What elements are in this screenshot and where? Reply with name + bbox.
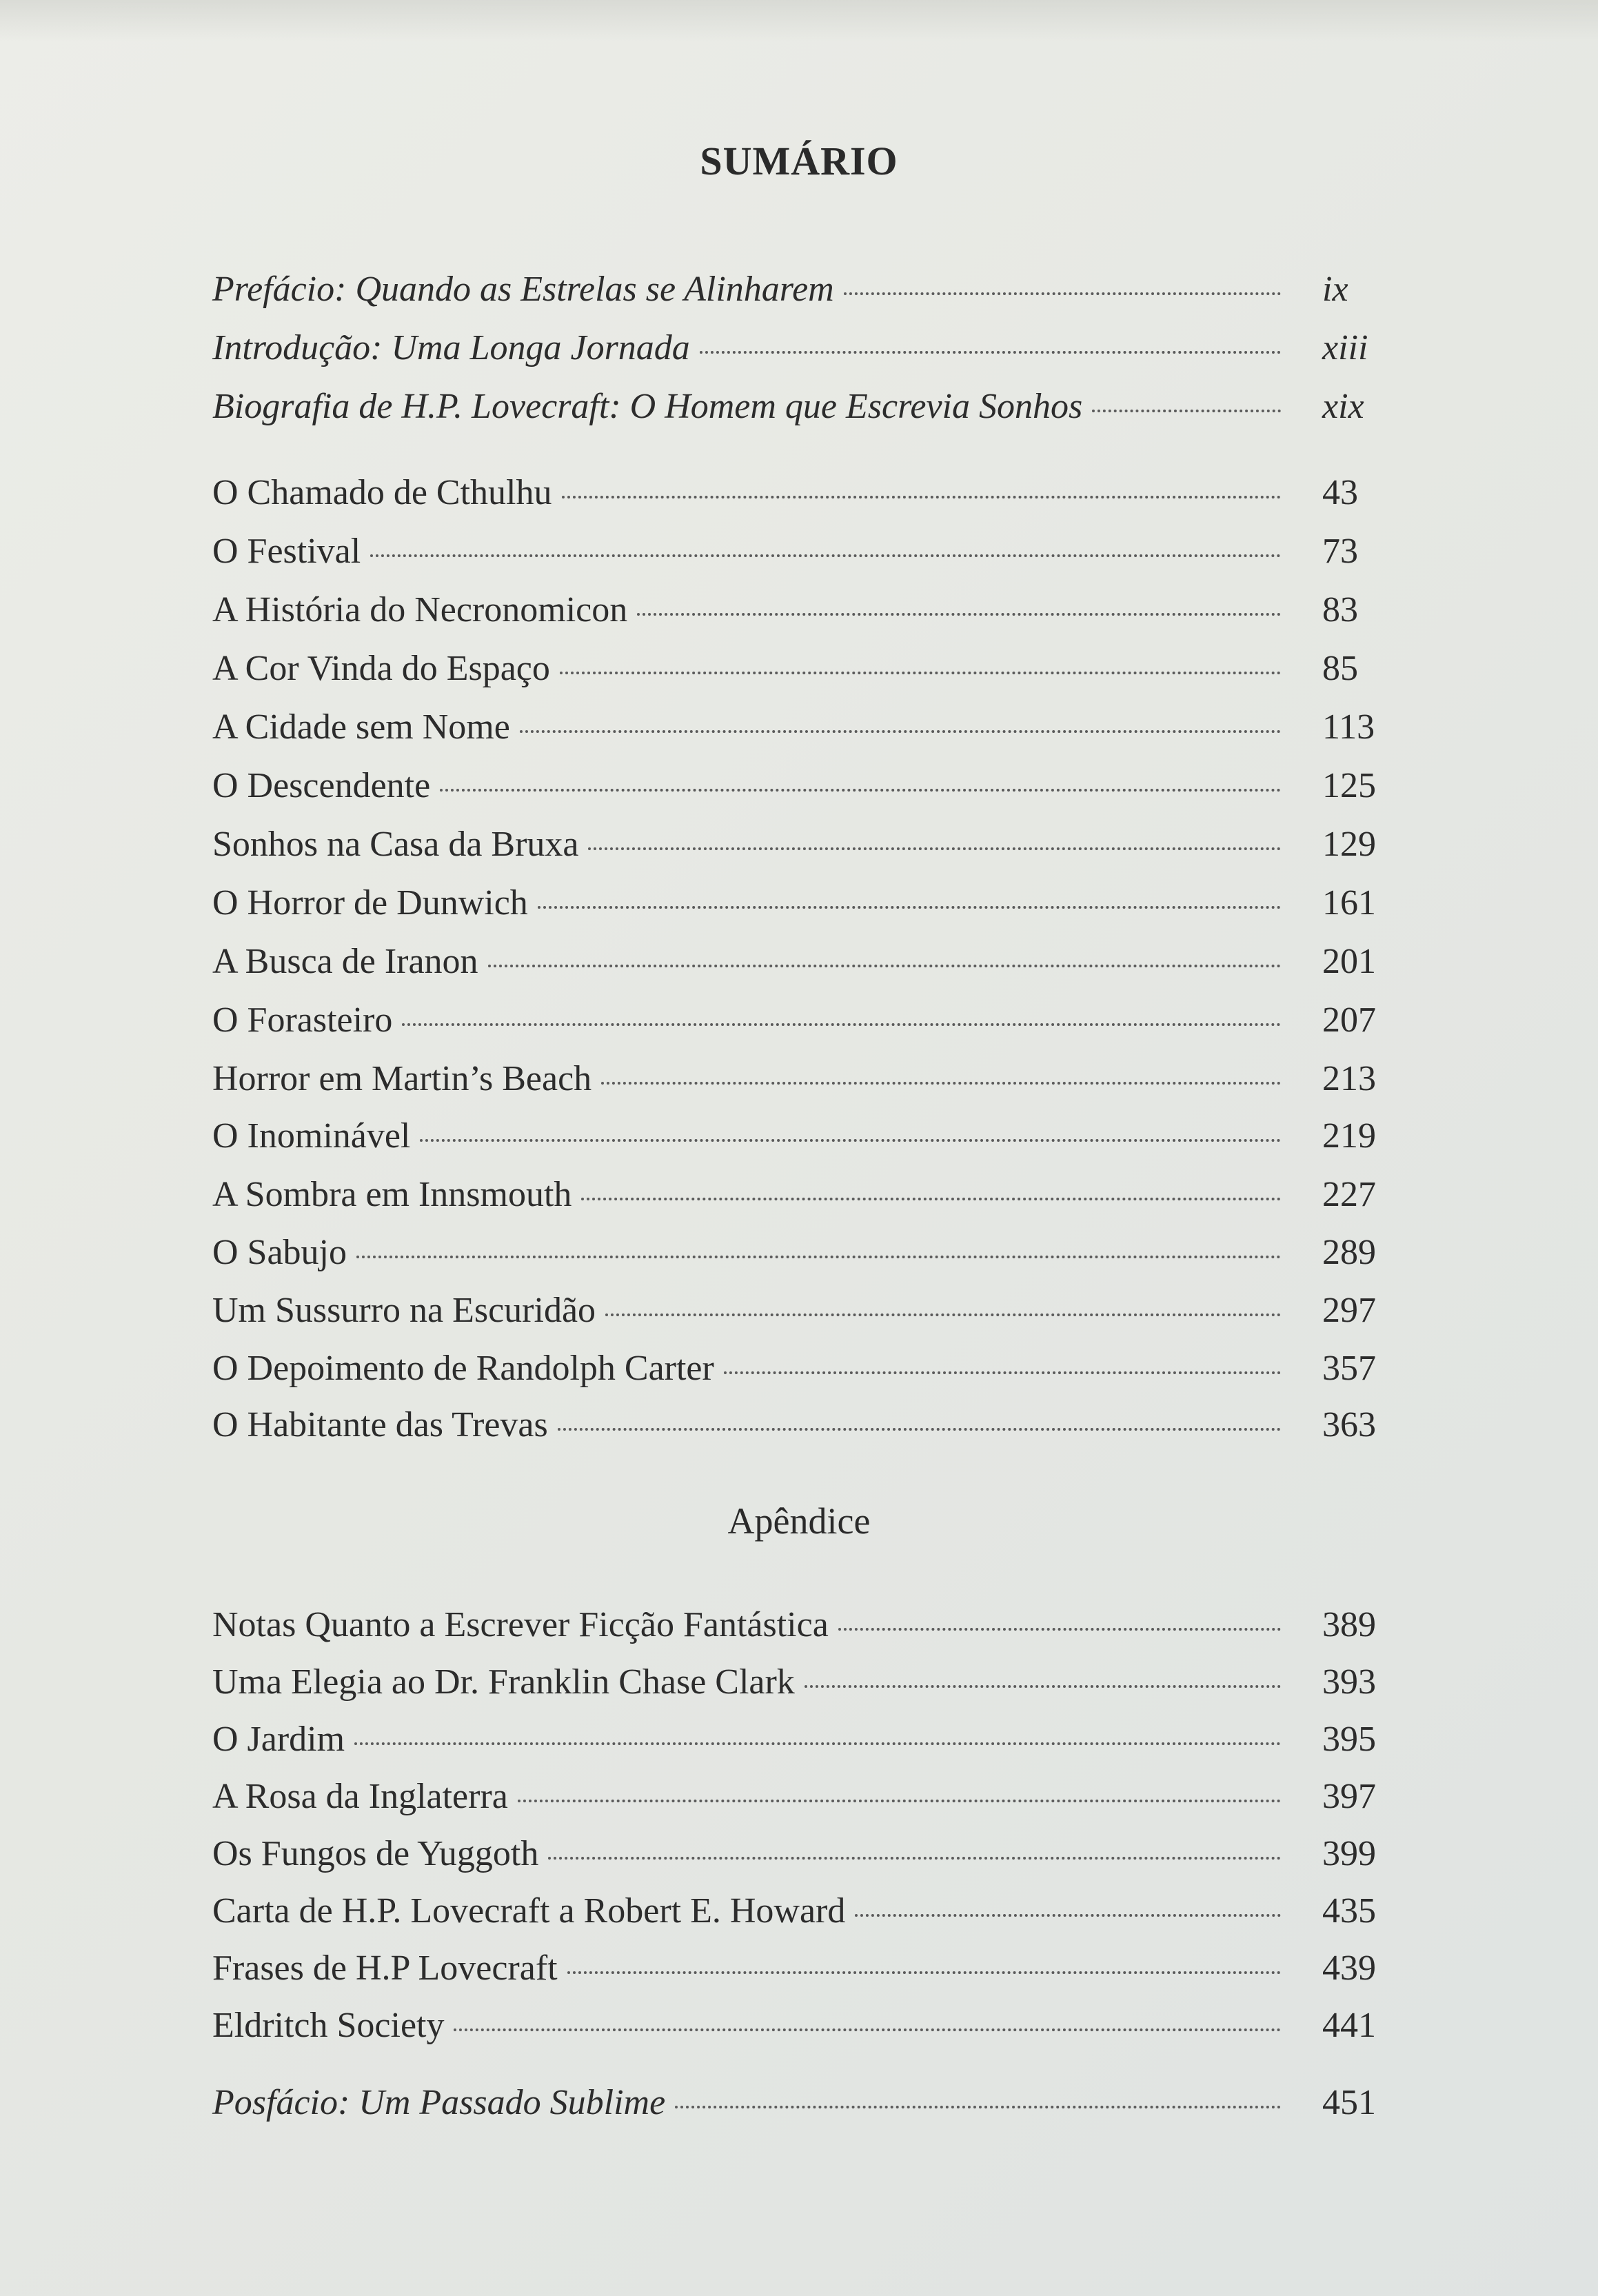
- toc-entry-page: 73: [1322, 532, 1358, 571]
- dot-leader: [605, 1313, 1281, 1316]
- dot-leader: [700, 351, 1281, 354]
- toc-entry-title: A História do Necronomicon: [212, 590, 628, 630]
- toc-entry-page: 207: [1322, 1000, 1376, 1040]
- toc-entry: [212, 265, 1412, 314]
- toc-entry-title: Carta de H.P. Lovecraft a Robert E. Howard: [212, 1891, 846, 1931]
- toc-entry-title: O Depoimento de Randolph Carter: [212, 1349, 714, 1388]
- toc-entry-page: 161: [1322, 883, 1376, 923]
- toc-entry-page: 451: [1322, 2083, 1376, 2122]
- toc-entry: [212, 996, 1412, 1045]
- toc-entry-title: Sonhos na Casa da Bruxa: [212, 825, 579, 864]
- dot-leader: [805, 1685, 1281, 1688]
- toc-entry-page: xix: [1322, 387, 1364, 426]
- dot-leader: [354, 1742, 1281, 1745]
- dot-leader: [724, 1371, 1281, 1374]
- toc-entry-title: Introdução: Uma Longa Jornada: [212, 328, 690, 367]
- toc-entry-title: O Chamado de Cthulhu: [212, 473, 552, 512]
- toc-entry: [212, 527, 1412, 576]
- toc-entry-title: Um Sussurro na Escuridão: [212, 1291, 596, 1330]
- toc-entry-page: 43: [1322, 473, 1358, 512]
- toc-entry-title: A Cidade sem Nome: [212, 707, 510, 747]
- toc-entry-page: 227: [1322, 1175, 1376, 1214]
- dot-leader: [838, 1628, 1281, 1631]
- toc-entry-title: Os Fungos de Yuggoth: [212, 1834, 539, 1873]
- toc-entry-page: 83: [1322, 590, 1358, 630]
- toc-entry: [212, 1171, 1412, 1219]
- toc-entry: [212, 469, 1412, 517]
- toc-entry-title: O Sabujo: [212, 1233, 347, 1272]
- toc-entry-title: Prefácio: Quando as Estrelas se Alinharem: [212, 270, 834, 309]
- toc-entry-title: Frases de H.P Lovecraft: [212, 1948, 558, 1988]
- toc-entry-page: 357: [1322, 1349, 1376, 1388]
- dot-leader: [402, 1023, 1281, 1026]
- toc-entry-page: 389: [1322, 1605, 1376, 1644]
- dot-leader: [420, 1139, 1281, 1142]
- toc-entry-page: 399: [1322, 1834, 1376, 1873]
- toc-entry-title: A Rosa da Inglaterra: [212, 1777, 508, 1816]
- toc-entry-title: Uma Elegia ao Dr. Franklin Chase Clark: [212, 1662, 795, 1702]
- toc-entry-title: A Busca de Iranon: [212, 942, 478, 981]
- dot-leader: [488, 965, 1281, 967]
- toc-entry: [212, 383, 1412, 431]
- toc-entry-page: xiii: [1322, 328, 1368, 367]
- toc-entry-page: 395: [1322, 1720, 1376, 1759]
- toc-entry: [212, 1773, 1412, 1821]
- dot-leader: [538, 906, 1281, 909]
- toc-entry: [212, 703, 1412, 752]
- toc-entry: [212, 1055, 1412, 1103]
- dot-leader: [588, 847, 1281, 850]
- dot-leader: [567, 1971, 1281, 1974]
- dot-leader: [558, 1428, 1281, 1431]
- toc-entry: [212, 1401, 1412, 1449]
- toc-entry: [212, 1944, 1412, 1993]
- toc-entry: [212, 1601, 1412, 1649]
- toc-entry: [212, 820, 1412, 869]
- dot-leader: [518, 1800, 1281, 1802]
- toc-entry-page: 85: [1322, 649, 1358, 688]
- toc-entry-page: 297: [1322, 1291, 1376, 1330]
- dot-leader: [1092, 410, 1281, 412]
- toc-entry-title: O Inominável: [212, 1116, 411, 1156]
- dot-leader: [855, 1914, 1281, 1917]
- toc-entry-page: 113: [1322, 707, 1375, 747]
- toc-entry-page: 363: [1322, 1405, 1376, 1444]
- dot-leader: [675, 2106, 1281, 2108]
- dot-leader: [548, 1857, 1281, 1860]
- appendix-heading: Apêndice: [727, 1500, 871, 1542]
- toc-entry-page: 289: [1322, 1233, 1376, 1272]
- dot-leader: [560, 672, 1281, 674]
- toc-entry: [212, 2079, 1412, 2127]
- toc-entry-title: Posfácio: Um Passado Sublime: [212, 2083, 666, 2122]
- dot-leader: [454, 2028, 1281, 2031]
- toc-entry: [212, 2002, 1412, 2050]
- toc-entry: [212, 1287, 1412, 1335]
- toc-entry: [212, 762, 1412, 810]
- toc-entry-title: O Jardim: [212, 1720, 345, 1759]
- toc-entry-page: 201: [1322, 942, 1376, 981]
- dot-leader: [356, 1256, 1281, 1258]
- toc-entry-page: 439: [1322, 1948, 1376, 1988]
- toc-entry: [212, 879, 1412, 927]
- toc-entry-page: 397: [1322, 1777, 1376, 1816]
- toc-entry-page: 435: [1322, 1891, 1376, 1931]
- toc-entry-page: ix: [1322, 270, 1348, 309]
- toc-entry: [212, 645, 1412, 693]
- toc-entry: [212, 1715, 1412, 1764]
- toc-entry: [212, 586, 1412, 634]
- dot-leader: [601, 1082, 1281, 1085]
- toc-entry-title: Eldritch Society: [212, 2006, 445, 2045]
- toc-entry: [212, 324, 1412, 372]
- toc-entry-page: 219: [1322, 1116, 1376, 1156]
- toc-entry-title: O Forasteiro: [212, 1000, 393, 1040]
- toc-entry-title: A Sombra em Innsmouth: [212, 1175, 572, 1214]
- toc-entry-title: Horror em Martin’s Beach: [212, 1059, 592, 1098]
- toc-entry: [212, 938, 1412, 986]
- dot-leader: [844, 292, 1281, 295]
- toc-entry-page: 125: [1322, 766, 1376, 805]
- toc-entry-title: O Habitante das Trevas: [212, 1405, 548, 1444]
- toc-entry: [212, 1830, 1412, 1878]
- dot-leader: [440, 789, 1281, 792]
- page-shadow: [0, 0, 1598, 41]
- dot-leader: [562, 496, 1281, 499]
- toc-entry-page: 441: [1322, 2006, 1376, 2045]
- toc-entry-title: Biografia de H.P. Lovecraft: O Homem que Escrevia Sonhos: [212, 387, 1083, 426]
- dot-leader: [370, 554, 1281, 557]
- toc-entry: [212, 1112, 1412, 1160]
- dot-leader: [581, 1198, 1281, 1200]
- toc-entry-title: O Descendente: [212, 766, 431, 805]
- toc-entry-title: O Festival: [212, 532, 361, 571]
- toc-entry: [212, 1658, 1412, 1706]
- page-title: SUMÁRIO: [700, 139, 898, 183]
- toc-entry-page: 129: [1322, 825, 1376, 864]
- dot-leader: [637, 613, 1281, 616]
- toc-entry-page: 213: [1322, 1059, 1376, 1098]
- toc-entry: [212, 1229, 1412, 1277]
- toc-entry-page: 393: [1322, 1662, 1376, 1702]
- toc-entry-title: A Cor Vinda do Espaço: [212, 649, 550, 688]
- dot-leader: [520, 730, 1281, 733]
- toc-entry-title: O Horror de Dunwich: [212, 883, 528, 923]
- toc-entry: [212, 1887, 1412, 1935]
- toc-entry-title: Notas Quanto a Escrever Ficção Fantástica: [212, 1605, 829, 1644]
- toc-entry: [212, 1345, 1412, 1393]
